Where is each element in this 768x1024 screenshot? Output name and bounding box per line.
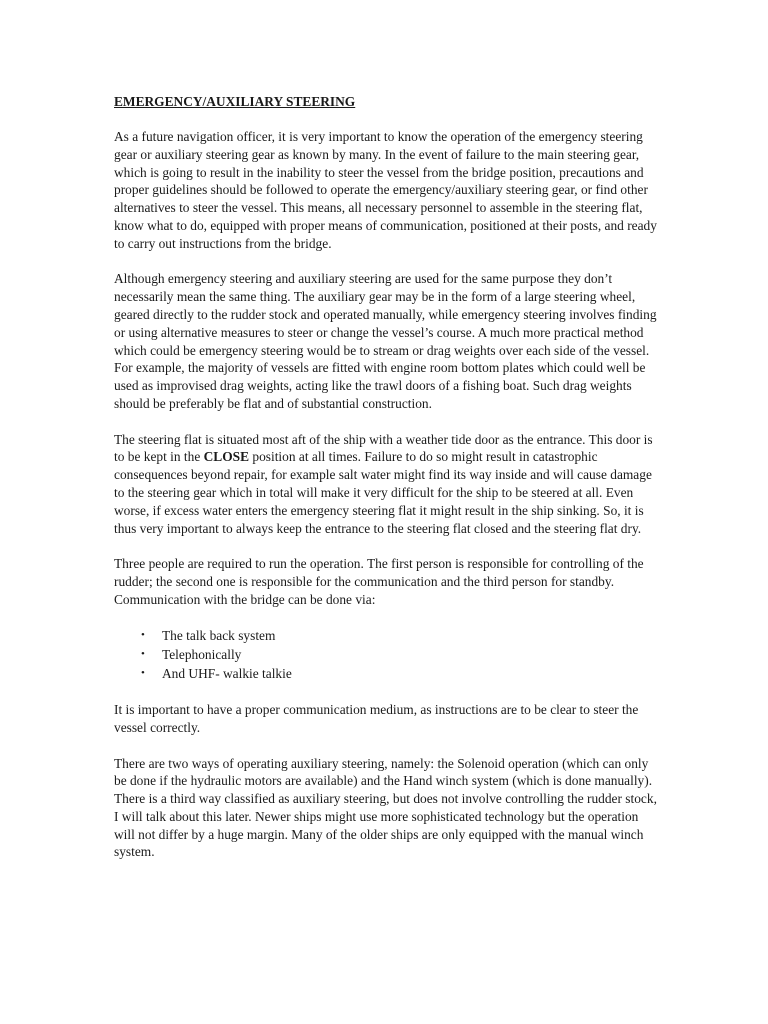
list-item	[114, 645, 660, 664]
bullet-icon: •	[141, 648, 145, 661]
list-item	[114, 664, 660, 683]
communication-list	[114, 626, 660, 683]
paragraph-steering-flat-text-before: The steering flat is situated most aft of the ship with a weather tide door as the entrance. This door is to be kept in the	[114, 431, 653, 465]
paragraph-steering-flat-text-after: position at all times. Failure to do so might result in catastrophic consequences beyond repair, for example salt water might find its way inside and will cause damage to the steering gear which in total will make it very difficult for the ship to be steered at all. Even worse, if excess water enters the emergency steering flat it might result in the ship sinking. So, it is thus very important to always keep the entrance to the steering flat closed and the steering flat dry.	[114, 449, 652, 536]
paragraph-definitions: Although emergency steering and auxiliary steering are used for the same purpose they don’t necessarily mean the same thing. The auxiliary gear may be in the form of a large steering wheel, geared directly to the rudder stock and operated manually, while emergency steering involves finding or using alternative measures to steer or change the vessel’s course. A much more practical method which could be emergency steering would be to stream or drag weights over each side of the vessel. For example, the majority of vessels are fitted with engine room bottom plates which could well be used as improvised drag weights, acting like the trawl doors of a fishing boat. Such drag weights should be preferably be flat and of substantial construction.	[114, 271, 657, 411]
bullet-icon: •	[141, 667, 145, 680]
paragraph-communication-medium: It is important to have a proper communication medium, as instructions are to be clear to steer the vessel correctly.	[114, 702, 639, 735]
list-item-text: Telephonically	[162, 647, 242, 663]
document-page	[114, 93, 660, 879]
list-item-text: And UHF- walkie talkie	[162, 666, 292, 682]
list-item	[114, 626, 660, 645]
list-item-text: The talk back system	[162, 628, 276, 644]
paragraph-personnel: Three people are required to run the operation. The first person is responsible for controlling of the rudder; the second one is responsible for the communication and the third person for standby. Communication with the bridge can be done via:	[114, 556, 644, 607]
document-title: EMERGENCY/AUXILIARY STEERING	[114, 94, 356, 109]
paragraph-intro: As a future navigation officer, it is very important to know the operation of the emergency steering gear or auxiliary steering gear as known by many. In the event of failure to the main steering gear, which is going to result in the inability to steer the vessel from the bridge position, precautions and proper guidelines should be followed to operate the emergency/auxiliary steering gear, or find other alternatives to steer the vessel. This means, all necessary personnel to assemble in the steering flat, know what to do, equipped with proper means of communication, positioned at their posts, and ready to carry out instructions from the bridge.	[114, 129, 657, 251]
paragraph-steering-flat	[114, 431, 660, 538]
paragraph-operation-methods: There are two ways of operating auxiliary steering, namely: the Solenoid operation (which can only be done if the hydraulic motors are available) and the Hand winch system (which is done manually). There is a third way classified as auxiliary steering, but does not involve controlling the rudder stock, I will talk about this later. Newer ships might use more sophisticated technology but the operation will not differ by a huge margin. Many of the older ships are only equipped with the manual winch system.	[114, 755, 657, 860]
bullet-icon: •	[141, 629, 145, 642]
close-emphasis: CLOSE	[203, 449, 250, 465]
